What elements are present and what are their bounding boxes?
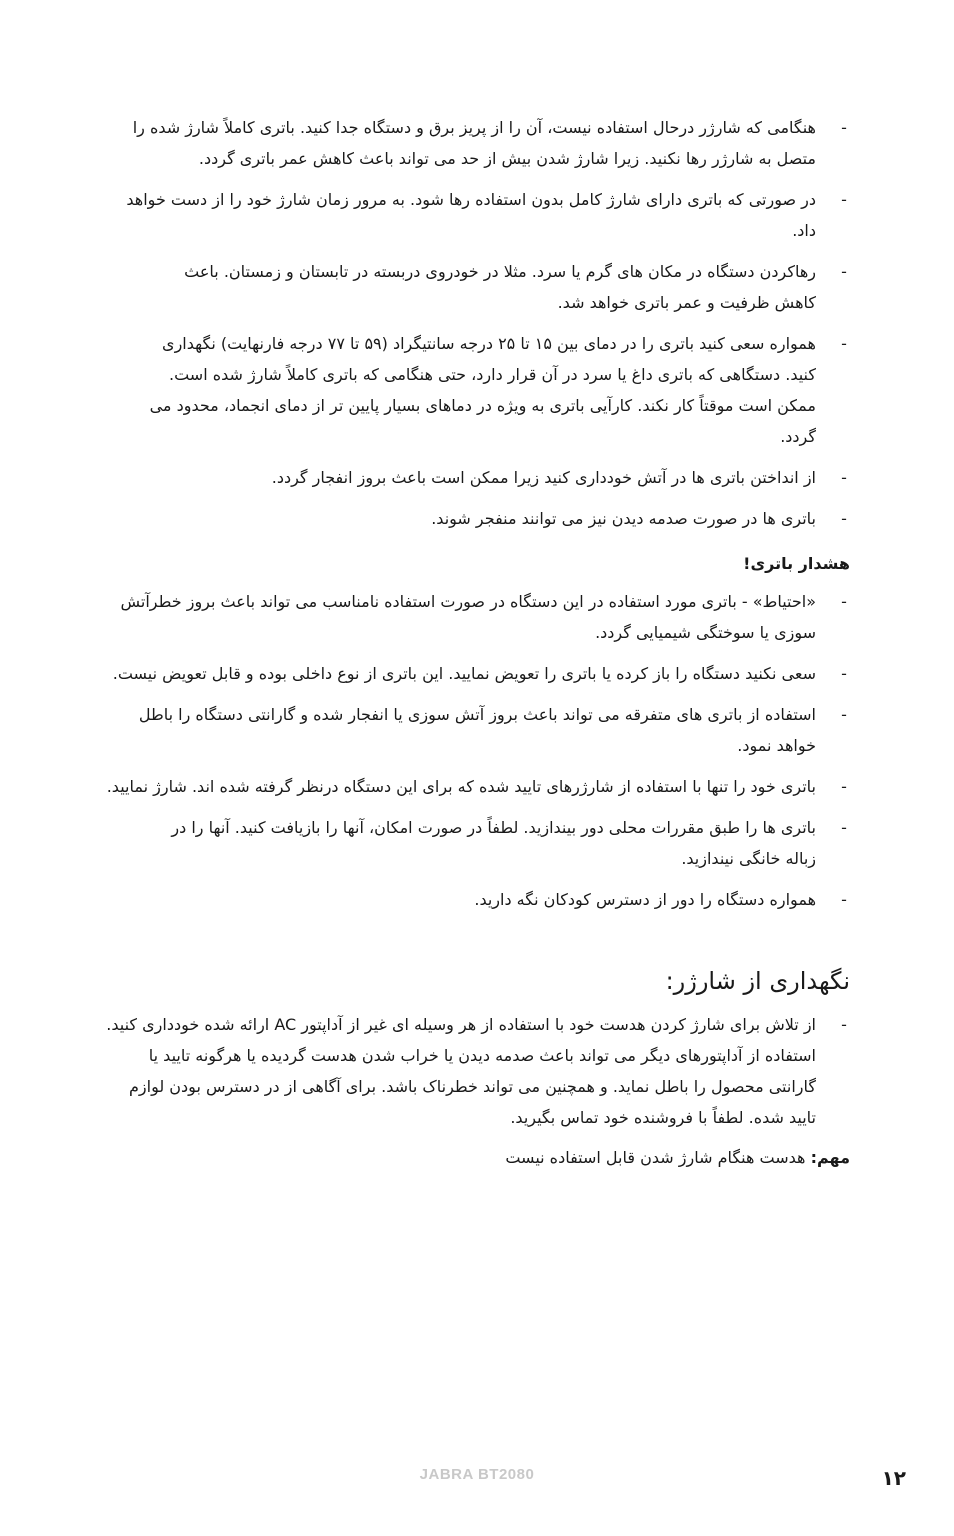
bullet-dash: -: [841, 262, 847, 281]
list-item: [104, 699, 850, 761]
list-item: [104, 658, 850, 689]
list-item: [104, 328, 850, 452]
charger-care-list: [104, 1009, 850, 1133]
list-item-text: از تلاش برای شارژ کردن هدست خود با استفاده از هر وسیله ای غیر از آداپتور AC ارائه شده خودداری کنید. استفاده از آداپتورهای دیگر می تواند باعث صدمه دیدن یا خراب شدن هدست گردیده یا هرگونه تایید یا گارانتی محصول را باطل نماید. و همچنین می تواند خطرناک باشد. برای آگاهی از در دسترس بودن لوازم تایید شده. لطفاً با فروشنده خود تماس بگیرید.: [106, 1015, 816, 1127]
list-item-text: در صورتی که باتری دارای شارژ کامل بدون استفاده رها شود. به مرور زمان شارژ خود را از دست خواهد داد.: [126, 190, 816, 240]
list-item: [104, 462, 850, 493]
list-item-text: باتری ها در صورت صدمه دیدن نیز می توانند منفجر شوند.: [431, 509, 816, 528]
list-item-text: «احتیاط» - باتری مورد استفاده در این دستگاه در صورت استفاده نامناسب می تواند باعث بروز خطرآتش سوزی یا سوختگی شیمیایی گردد.: [120, 592, 816, 642]
bullet-dash: -: [841, 334, 847, 353]
bullet-dash: -: [841, 818, 847, 837]
list-item: [104, 586, 850, 648]
bullet-dash: -: [841, 468, 847, 487]
list-item: [104, 503, 850, 534]
bullet-dash: -: [841, 118, 847, 137]
battery-warning-list: [104, 586, 850, 915]
battery-care-list: [104, 112, 850, 534]
list-item: [104, 1009, 850, 1133]
list-item-text: همواره سعی کنید باتری را در دمای بین ۱۵ تا ۲۵ درجه سانتیگراد (۵۹ تا ۷۷ درجه فارنهایت) نگهداری کنید. دستگاهی که باتری داغ یا سرد در آن قرار دارد، حتی هنگامی که باتری کاملاً شارژ شده است. ممکن است موقتاً کار نکند. کارآیی باتری به ویژه در دماهای بسیار پایین تر از دمای انجماد، محدود می گردد.: [149, 334, 816, 446]
bullet-dash: -: [841, 190, 847, 209]
list-item-text: سعی نکنید دستگاه را باز کرده یا باتری را تعویض نمایید. این باتری از نوع داخلی بوده و قابل تعویض نیست.: [112, 664, 816, 683]
list-item: [104, 184, 850, 246]
bullet-dash: -: [841, 777, 847, 796]
bullet-dash: -: [841, 664, 847, 683]
list-item: [104, 256, 850, 318]
charger-care-heading: نگهداری از شارژر:: [665, 967, 850, 995]
list-item: [104, 112, 850, 174]
list-item-text: هنگامی که شارژر درحال استفاده نیست، آن را از پریز برق و دستگاه جدا کنید. باتری کاملاً شارژ شده را متصل به شارژر رها نکنید. زیرا شارژ شدن بیش از حد می تواند باعث کاهش عمر باتری گردد.: [132, 118, 816, 168]
page-content: [104, 112, 850, 1173]
list-item: [104, 812, 850, 874]
list-item: [104, 771, 850, 802]
page-number: ۱۲: [881, 1466, 906, 1490]
bullet-dash: -: [841, 509, 847, 528]
list-item-text: همواره دستگاه را دور از دسترس کودکان نگه دارید.: [474, 890, 816, 909]
bullet-dash: -: [841, 890, 847, 909]
bullet-dash: -: [841, 1015, 847, 1034]
important-label: مهم:: [810, 1148, 850, 1167]
list-item-text: از انداختن باتری ها در آتش خودداری کنید زیرا ممکن است باعث بروز انفجار گردد.: [271, 468, 816, 487]
important-note: [104, 1143, 850, 1173]
list-item-text: باتری ها را طبق مقررات محلی دور بیندازید. لطفاً در صورت امکان، آنها را بازیافت کنید. آنها را در زباله خانگی نیندازید.: [171, 818, 816, 868]
bullet-dash: -: [841, 705, 847, 724]
footer-brand: JABRA BT2080: [419, 1466, 535, 1483]
battery-warning-heading: هشدار باتری!: [743, 554, 850, 573]
list-item-text: رهاکردن دستگاه در مکان های گرم یا سرد. مثلا در خودروی دربسته در تابستان و زمستان. باعث کاهش ظرفیت و عمر باتری خواهد شد.: [184, 262, 816, 312]
list-item: [104, 884, 850, 915]
list-item-text: باتری خود را تنها با استفاده از شارژرهای تایید شده که برای این دستگاه درنظر گرفته شده اند. شارژ نمایید.: [106, 777, 816, 796]
bullet-dash: -: [841, 592, 847, 611]
list-item-text: استفاده از باتری های متفرقه می تواند باعث بروز آتش سوزی یا انفجار شده و گارانتی دستگاه را باطل خواهد نمود.: [138, 705, 816, 755]
important-text: هدست هنگام شارژ شدن قابل استفاده نیست: [505, 1148, 806, 1167]
